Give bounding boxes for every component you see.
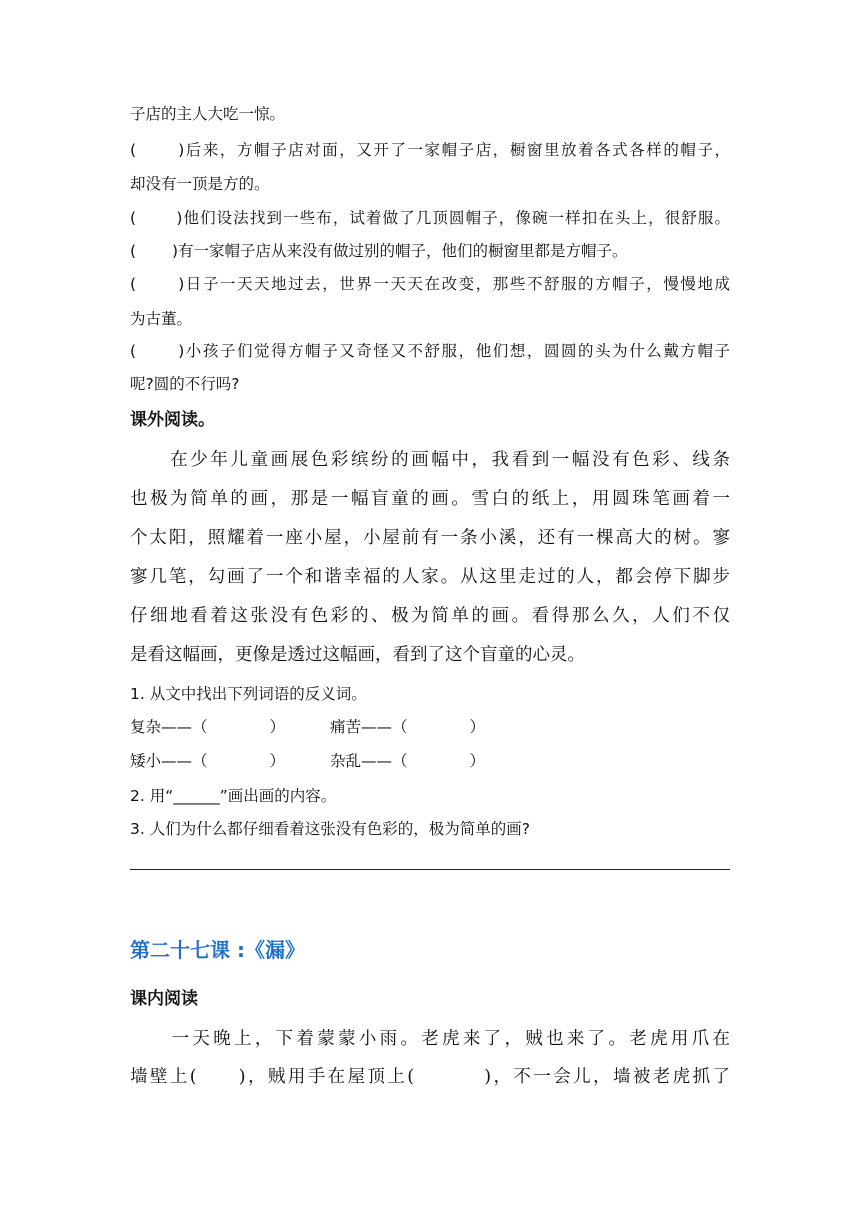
text-line: 子店的主人大吃一惊。 [130, 105, 286, 123]
antonym-left: 复杂——（ ） [130, 718, 286, 736]
passage-line: 个太阳，照耀着一座小屋，小屋前有一条小溪，还有一棵高大的树。寥 [130, 528, 730, 548]
antonym-right: 杂乱——（ ） [330, 752, 486, 770]
passage-line: 是看这幅画，更像是透过这幅画，看到了这个盲童的心灵。 [130, 645, 585, 665]
passage-line: 一天晚上，下着蒙蒙小雨。老虎来了，贼也来了。老虎用爪在 [130, 1029, 730, 1049]
passage-line: 墙壁上( )，贼用手在屋顶上( )，不一会儿，墙被老虎抓了 [130, 1067, 730, 1087]
section-divider [130, 869, 730, 870]
ordering-item-2: ( )他们设法找到一些布，试着做了几顶圆帽子，像碗一样扣在头上，很舒服。 [130, 209, 730, 227]
ordering-item-5-line-2: 呢?圆的不行吗? [130, 375, 240, 393]
passage-line: 也极为简单的画，那是一幅盲童的画。雪白的纸上，用圆珠笔画着一 [130, 489, 730, 509]
ordering-item-1-line-2: 却没有一顶是方的。 [130, 175, 270, 193]
lesson-title: 第二十七课 :《漏》 [130, 938, 305, 962]
ordering-item-1-line-1: ( )后来，方帽子店对面，又开了一家帽子店，橱窗里放着各式各样的帽子， [130, 141, 730, 159]
ordering-item-3: ( )有一家帽子店从来没有做过别的帽子，他们的橱窗里都是方帽子。 [130, 242, 628, 260]
ordering-item-4-line-1: ( )日子一天天地过去，世界一天天在改变，那些不舒服的方帽子，慢慢地成 [130, 275, 730, 293]
section-heading-extra-reading: 课外阅读。 [130, 410, 215, 430]
ordering-item-4-line-2: 为古董。 [130, 310, 193, 328]
question-3: 3. 人们为什么都仔细看着这张没有色彩的，极为简单的画? [130, 820, 530, 838]
passage-line: 仔细地看着这张没有色彩的、极为简单的画。看得那么久，人们不仅 [130, 606, 730, 626]
section-heading-in-class-reading: 课内阅读 [130, 989, 198, 1009]
ordering-item-5-line-1: ( )小孩子们觉得方帽子又奇怪又不舒服，他们想，圆圆的头为什么戴方帽子 [130, 342, 730, 360]
antonym-left: 矮小——（ ） [130, 752, 286, 770]
question-2: 2. 用“______”画出画的内容。 [130, 787, 337, 805]
antonym-right: 痛苦——（ ） [330, 718, 486, 736]
passage-line: 寥几笔，勾画了一个和谐幸福的人家。从这里走过的人，都会停下脚步 [130, 567, 730, 587]
question-1: 1. 从文中找出下列词语的反义词。 [130, 685, 367, 703]
passage-line: 在少年儿童画展色彩缤纷的画幅中，我看到一幅没有色彩、线条 [130, 450, 730, 470]
